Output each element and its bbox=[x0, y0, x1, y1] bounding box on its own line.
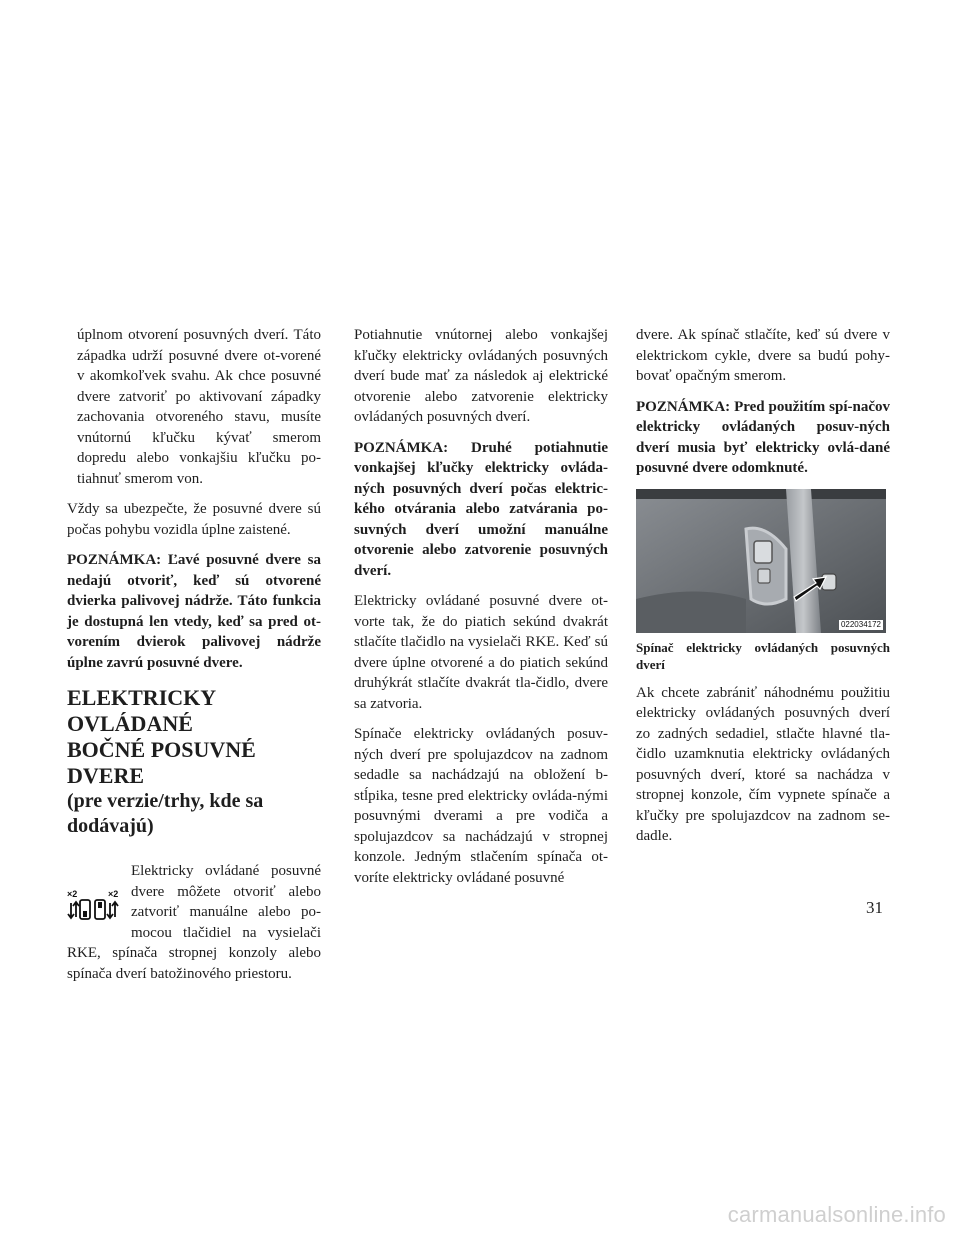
heading-line-3: (pre verzie/trhy, kde sa bbox=[67, 790, 264, 812]
icon-paragraph bbox=[67, 861, 321, 984]
paragraph-child-lock: Ak chcete zabrániť náhodnému použitiu elektricky ovládaných posuvných dverí zo zadných sedadiel, stlačte hlavné tla-čidlo uzamknutia elektricky ovládaných posuvných dverí, ktoré sa nachádza v stropnej konzole, čím vypnete spínače a kľučky pre spolujazdcov na zadnom se-dadle. bbox=[636, 684, 890, 844]
section-heading bbox=[67, 685, 321, 839]
figure-caption: Spínač elektricky ovládaných posuvných dverí bbox=[636, 639, 890, 672]
icon-label-left: ×2 bbox=[67, 889, 78, 899]
heading-line-4: dodávajú) bbox=[67, 815, 154, 837]
note-unlock: POZNÁMKA: Pred použitím spí-načov elektricky ovládaných posuv-ných dverí musia byť elektricky ovlá-dané posuvné dvere odomknuté. bbox=[636, 398, 890, 476]
heading-line-2: BOČNÉ POSUVNÉ DVERE bbox=[67, 737, 256, 788]
note-second-pull: POZNÁMKA: Druhé potiahnutie vonkajšej kľučky elektricky ovláda-ných posuvných dverí počas elektric-kého otvárania alebo zatvárania po-suvných dverí umožní manuálne otvorenie alebo zatvorenie posuvných dverí. bbox=[354, 439, 608, 579]
icon-label-right: ×2 bbox=[108, 889, 119, 899]
paragraph-latch: úplnom otvorení posuvných dverí. Táto západka udrží posuvné dvere ot-vorené v akomkoľvek svahu. Ak chce posuvné dvere zatvoriť po aktivovaní západky zachovania otvoreného stavu, musíte vnútornú kľučku kývať smerom dopredu alebo vonkajšiu kľučku po-tiahnuť smerom von. bbox=[77, 327, 321, 487]
sliding-door-buttons-icon bbox=[65, 883, 123, 933]
switch-photo bbox=[636, 489, 886, 633]
column-right bbox=[636, 325, 890, 857]
column-middle bbox=[354, 325, 608, 898]
column-left bbox=[67, 325, 321, 984]
note-fuel-door: POZNÁMKA: Ľavé posuvné dvere sa nedajú otvoriť, keď sú otvorené dvierka palivovej nádrže. Táto funkcia je dostupná len vtedy, keď sa pred ot-vorením dvierok palivovej nádrže úplne zavrú posuvné dvere. bbox=[67, 552, 321, 671]
figure-code: 022034172 bbox=[840, 619, 881, 629]
page-number: 31 bbox=[866, 898, 883, 917]
paragraph-reverse: dvere. Ak spínač stlačíte, keď sú dvere v elektrickom cykle, dvere sa budú pohy-bovať opačným smerom. bbox=[636, 327, 890, 384]
paragraph-secure-doors: Vždy sa ubezpečte, že posuvné dvere sú počas pohybu vozidla úplne zaistené. bbox=[67, 501, 321, 538]
paragraph-switches: Spínače elektricky ovládaných posuv-ných dverí pre spolujazdcov na zadnom sedadle sa nachádzajú na obložení b-stĺpika, tesne pred elektricky ovláda-nými posuvnými dverami a pre vodiča a spolujazdcov sa nachádzajú v stropnej konzole. Jedným stlačením spínača ot-voríte elektricky ovládané posuvné bbox=[354, 726, 608, 886]
heading-line-1: ELEKTRICKY OVLÁDANÉ bbox=[67, 685, 216, 736]
paragraph-handle: Potiahnutie vnútornej alebo vonkajšej kľučky elektricky ovládaných posuvných dverí bude mať za následok aj elektrické otvorenie alebo zatvorenie elektricky ovládaných posuvných dverí. bbox=[354, 327, 608, 425]
watermark: carmanualsonline.info bbox=[727, 1202, 946, 1227]
paragraph-rke: Elektricky ovládané posuvné dvere ot-vorte tak, že do piatich sekúnd dvakrát stlačíte tlačidlo na vysielači RKE. Keď sú dvere úplne otvorené a do piatich sekúnd druhýkrát stlačíte dvakrát tla-čidlo, dvere sa zatvoria. bbox=[354, 593, 608, 712]
paragraph-power-doors: Elektricky ovládané posuvné dvere môžete otvoriť alebo zatvoriť manuálne alebo po-mocou tlačidiel na vysielači RKE, spínača stropnej konzoly alebo spínača dverí batožinového priestoru. bbox=[67, 863, 321, 982]
